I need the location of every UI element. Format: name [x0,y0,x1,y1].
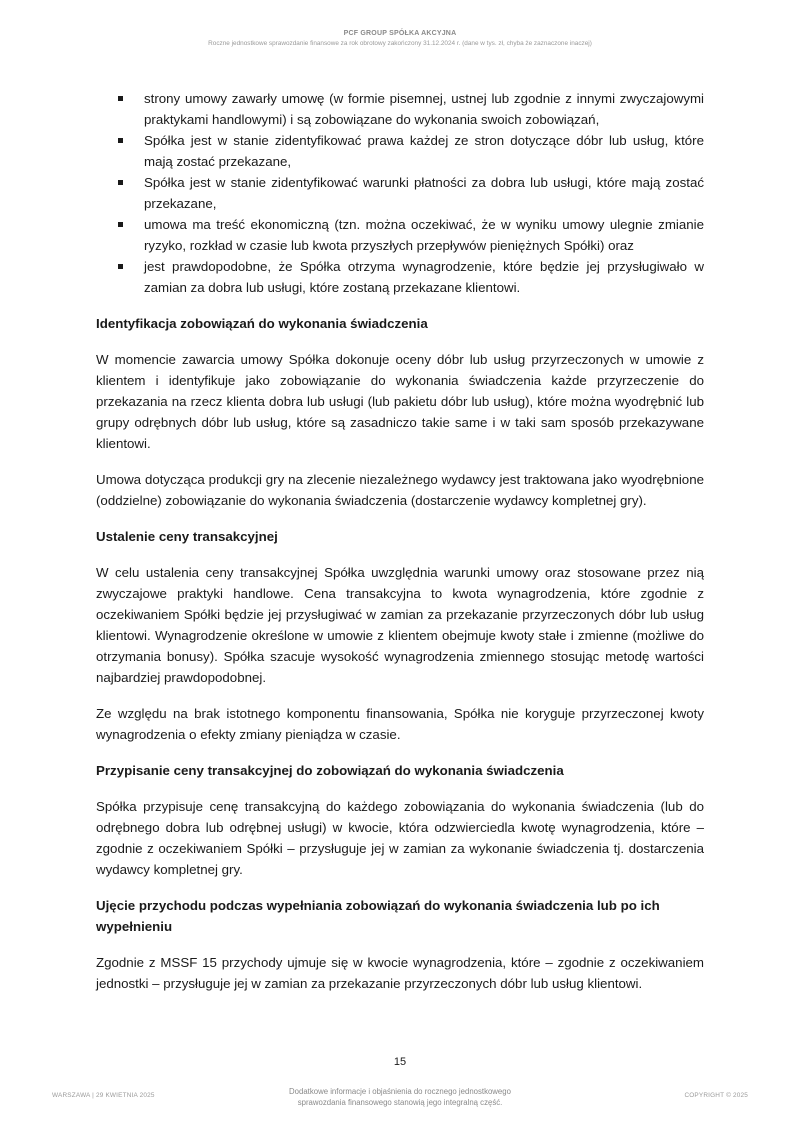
list-item-text: strony umowy zawarły umowę (w formie pisemnej, ustnej lub zgodnie z innymi zwyczajowymi praktykami handlowymi) i są zobowiązane do wykonania swoich zobowiązań, [144,91,704,127]
section-heading: Przypisanie ceny transakcyjnej do zobowiązań do wykonania świadczenia [96,763,564,778]
paragraph: Ze względu na brak istotnego komponentu finansowania, Spółka nie koryguje przyrzeczonej kwoty wynagrodzenia o efekty zmiany pieniądza w czasie. [96,706,704,742]
list-item [96,256,704,298]
bullet-icon [118,96,123,101]
document-body [96,88,704,1009]
header-company: PCF GROUP SPÓŁKA AKCYJNA [343,30,457,37]
list-item-text: jest prawdopodobne, że Spółka otrzyma wynagrodzenie, które będzie jej przysługiwało w zamian za dobra lub usługi, które zostaną przekazane klientowi. [144,259,704,295]
section-heading: Ustalenie ceny transakcyjnej [96,529,278,544]
header-subtitle: Roczne jednostkowe sprawozdanie finansowe za rok obrotowy zakończony 31.12.2024 r. (dane w tys. zł, chyba że zaznaczone inaczej) [208,40,592,47]
bullet-icon [118,264,123,269]
footer-location-date: WARSZAWA | 29 KWIETNIA 2025 [52,1092,155,1099]
paragraph: W momencie zawarcia umowy Spółka dokonuje oceny dóbr lub usług przyrzeczonych w umowie z klientem i identyfikuje jako zobowiązanie do wykonania świadczenia każde przyrzeczenie do przekazania na rzecz klienta dobra lub usługi (lub pakietu dóbr lub usług), które można wyodrębnić lub grupy odrębnych dóbr lub usług, które są zasadniczo takie same i w taki sam sposób przekazywane klientowi. [96,352,704,451]
bullet-icon [118,222,123,227]
section-heading: Ujęcie przychodu podczas wypełniania zobowiązań do wykonania świadczenia lub po ich wypełnieniu [96,898,660,934]
section-heading: Identyfikacja zobowiązań do wykonania świadczenia [96,316,428,331]
list-item [96,88,704,130]
list-item [96,172,704,214]
paragraph: Zgodnie z MSSF 15 przychody ujmuje się w kwocie wynagrodzenia, które – zgodnie z oczekiwaniem jednostki – przysługuje jej w zamian za przekazanie przyrzeczonych dóbr lub usług klientowi. [96,955,704,991]
bullet-icon [118,138,123,143]
footer-note [250,1087,550,1108]
list-item [96,214,704,256]
list-item-text: Spółka jest w stanie zidentyfikować warunki płatności za dobra lub usługi, które mają zostać przekazane, [144,175,704,211]
footer-note-line: sprawozdania finansowego stanowią jego integralną część. [297,1097,503,1107]
page-number: 15 [393,1056,407,1068]
list-item-text: Spółka jest w stanie zidentyfikować prawa każdej ze stron dotyczące dóbr lub usług, które mają zostać przekazane, [144,133,704,169]
footer-note-line: Dodatkowe informacje i objaśnienia do rocznego jednostkowego [289,1087,511,1096]
bullet-icon [118,180,123,185]
paragraph: Umowa dotycząca produkcji gry na zlecenie niezależnego wydawcy jest traktowana jako wyodrębnione (oddzielne) zobowiązanie do wykonania świadczenia (dostarczenie wydawcy kompletnej gry). [96,472,704,508]
paragraph: Spółka przypisuje cenę transakcyjną do każdego zobowiązania do wykonania świadczenia (lub do odrębnego dobra lub odrębnej usługi) w kwocie, która odzwierciedla kwotę wynagrodzenia, które – zgodnie z oczekiwaniem Spółki – przysługuje jej w zamian za wykonanie świadczenia tj. dostarczenia wydawcy kompletnej gry. [96,799,704,877]
list-item [96,130,704,172]
paragraph: W celu ustalenia ceny transakcyjnej Spółka uwzględnia warunki umowy oraz stosowane przez nią zwyczajowe praktyki handlowe. Cena transakcyjna to kwota wynagrodzenia, które zgodnie z oczekiwaniem Spółki będzie jej przysługiwać w zamian za przekazanie przyrzeczonych dóbr lub usług klientowi. Wynagrodzenie określone w umowie z klientem obejmuje kwoty stałe i zmienne (możliwe do otrzymania bonusy). Spółka szacuje wysokość wynagrodzenia zmiennego stosując metodę wartości najbardziej prawdopodobnej. [96,565,704,685]
list-item-text: umowa ma treść ekonomiczną (tzn. można oczekiwać, że w wyniku umowy ulegnie zmianie ryzyko, rozkład w czasie lub kwota przyszłych przepływów pieniężnych Spółki) oraz [144,217,704,253]
conditions-list [96,88,704,298]
footer-copyright: COPYRIGHT © 2025 [684,1092,748,1099]
